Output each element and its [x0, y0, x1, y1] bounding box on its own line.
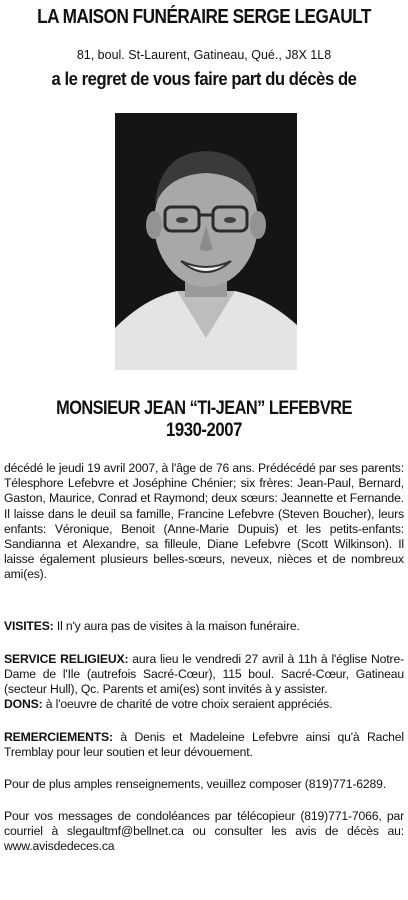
- portrait-photo: [115, 113, 297, 370]
- obituary-paragraph: décédé le jeudi 19 avril 2007, à l'âge de 76 ans. Prédécédé par ses parents: Télesphore Lefebvre et Joséphine Chénier; six frères: Jean-Paul, Bernard, Gaston, Maurice, Conrad et Raymond; deux sœurs: Jeannette et Fernande. Il laisse dans le deuil sa famille, Francine Lefebvre (Steven Boucher), leurs enfants: Véronique, Benoit (Anne-Marie Dupuis) et les petits-enfants: Sandianna et Alexandre, sa filleule, Diane Lefebvre (Scott Wilkinson). Il laisse également plusieurs belles-sœurs, neveux, nièces et de nombreux ami(es).: [4, 461, 404, 582]
- announcement-line: a le regret de vous faire part du décès de: [51, 68, 357, 89]
- dons-label: DONS:: [4, 697, 43, 711]
- funeral-home-title: LA MAISON FUNÉRAIRE SERGE LEGAULT: [37, 6, 371, 28]
- remerciements-section: [4, 730, 404, 760]
- dons-section: [4, 697, 404, 712]
- remerciements-label: REMERCIEMENTS:: [4, 730, 113, 744]
- visites-section: [4, 619, 404, 634]
- funeral-home-address: 81, boul. St-Laurent, Gatineau, Qué., J8X 1L8: [76, 48, 332, 62]
- deceased-years: 1930-2007: [165, 420, 243, 441]
- service-section: [4, 652, 404, 698]
- portrait-illustration: [115, 113, 297, 370]
- service-label: SERVICE RELIGIEUX:: [4, 652, 129, 666]
- visites-text: Il n'y aura pas de visites à la maison funéraire.: [53, 619, 300, 633]
- visites-label: VISITES:: [4, 619, 54, 633]
- contact-info: Pour de plus amples renseignements, veuillez composer (819)771-6289.: [4, 777, 387, 791]
- condolences-info: Pour vos messages de condoléances par télécopieur (819)771-7066, par courriel à slegaultmf@bellnet.ca ou consulter les avis de décès au: www.avisdedeces.ca: [4, 809, 404, 854]
- dons-text: à l'oeuvre de charité de votre choix seraient appréciés.: [42, 697, 333, 711]
- service-text: aura lieu le vendredi 27 avril à 11h à l'église Notre-Dame de l'Ile (autrefois Sacré-Cœur), 115 boul. Sacré-Cœur, Gatineau (secteur Hull), Qc. Parents et ami(es) sont invités à y assister.: [4, 652, 404, 697]
- remerciements-text: à Denis et Madeleine Lefebvre ainsi qu'à Rachel Tremblay pour leur soutien et leur dévouement.: [4, 730, 404, 760]
- deceased-name: MONSIEUR JEAN “TI-JEAN” LEFEBVRE: [56, 398, 352, 419]
